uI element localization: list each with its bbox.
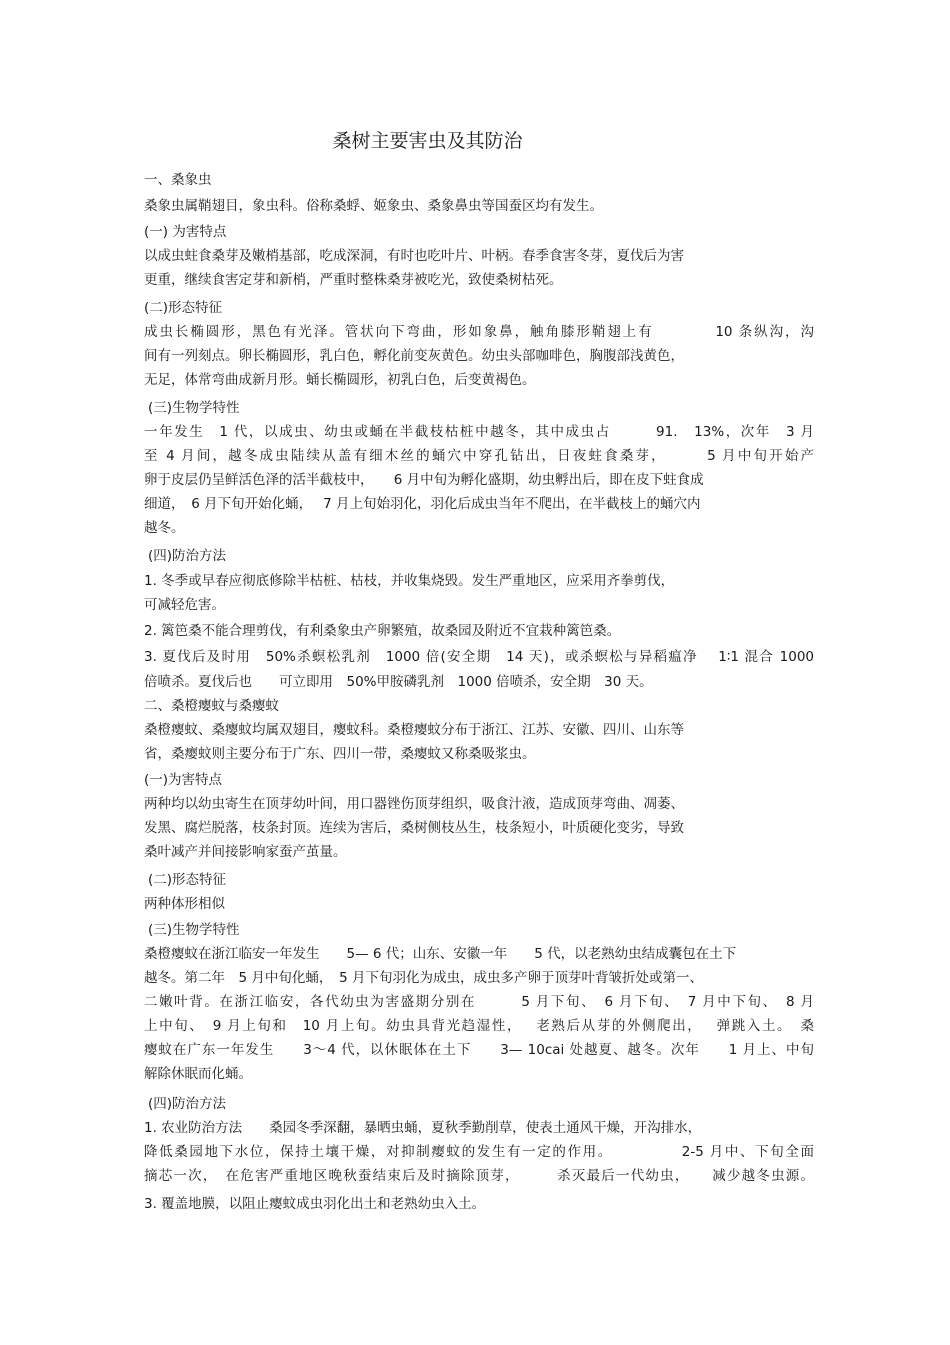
body-line: 3. 夏伐后及时用 50%杀螟松乳剂 1000 倍(安全期 14 天)，或杀螟松与异稻瘟净 1∶1 混合 1000 [144,649,814,665]
body-line: 上中旬、 9 月上旬和 10 月上旬。幼虫具背光趋湿性， 老熟后从芽的外侧爬出， 弹跳入土。 桑 [144,1018,814,1034]
body-line: 间有一列刻点。卵长椭圆形，乳白色，孵化前变灰黄色。幼虫头部咖啡色，胸腹部浅黄色， [144,348,684,364]
body-line: 解除休眠而化蛹。 [144,1066,252,1082]
document-title: 桑树主要害虫及其防治 [332,130,523,152]
body-line: 省，桑瘿蚊则主要分布于广东、四川一带，桑瘿蚊又称桑吸浆虫。 [144,746,536,762]
body-line: 降低桑园地下水位，保持土壤干燥，对抑制瘿蚊的发生有一定的作用。 2-5 月中、下旬全面 [144,1144,814,1160]
body-line: 细道， 6 月下旬开始化蛹， 7 月上旬始羽化，羽化后成虫当年不爬出，在半截枝上的蛹穴内 [144,496,701,512]
body-line: 二、桑橙瘿蚊与桑瘿蚊 [144,698,279,714]
body-line: 越冬。 [144,520,185,536]
body-line: (一) 为害特点 [144,224,227,240]
body-line: (四)防治方法 [148,1096,227,1112]
body-line: (三)生物学特性 [148,400,240,416]
body-line: 摘芯一次， 在危害严重地区晚秋蚕结束后及时摘除顶芽， 杀灭最后一代幼虫， 减少越冬虫源。 [144,1168,814,1184]
body-line: 一年发生 1 代，以成虫、幼虫或蛹在半截枝枯桩中越冬，其中成虫占 91. 13%，次年 3 月 [144,424,814,440]
body-line: 2. 篱笆桑不能合理剪伐，有利桑象虫产卵繁殖，故桑园及附近不宜栽种篱笆桑。 [144,623,621,639]
body-line: 更重，继续食害定芽和新梢，严重时整株桑芽被吃光，致使桑树枯死。 [144,272,563,288]
body-line: 1. 冬季或早春应彻底修除半枯桩、枯枝，并收集烧毁。发生严重地区，应采用齐拳剪伐， [144,573,675,589]
body-line: 倍喷杀。夏伐后也 可立即用 50%甲胺磷乳剂 1000 倍喷杀，安全期 30 天。 [144,674,653,690]
body-line: 桑橙瘿蚊、桑瘿蚊均属双翅目，瘿蚊科。桑橙瘿蚊分布于浙江、江苏、安徽、四川、山东等 [144,722,684,738]
body-line: 至 4 月间，越冬成虫陆续从盖有细木丝的蛹穴中穿孔钻出，日夜蛀食桑芽， 5 月中旬开始产 [144,448,814,464]
body-line: 一、桑象虫 [144,172,212,188]
body-line: 桑叶减产并间接影响家蚕产茧量。 [144,844,347,860]
body-line: (四)防治方法 [148,548,227,564]
body-line: (二)形态特征 [144,300,223,316]
body-line: 两种体形相似 [144,896,225,912]
body-line: 3. 覆盖地膜，以阻止瘿蚊成虫羽化出土和老熟幼虫入土。 [144,1196,486,1212]
body-line: 卵于皮层仍呈鲜活色泽的活半截枝中， 6 月中旬为孵化盛期，幼虫孵出后，即在皮下蛀食成 [144,472,704,488]
body-line: 桑橙瘿蚊在浙江临安一年发生 5— 6 代；山东、安徽一年 5 代，以老熟幼虫结成囊包在土下 [144,946,737,962]
body-line: 发黑、腐烂脱落，枝条封顶。连续为害后，桑树侧枝丛生，枝条短小，叶质硬化变劣，导致 [144,820,684,836]
body-line: 瘿蚊在广东一年发生 3～4 代，以休眠体在土下 3— 10cai 处越夏、越冬。次年 1 月上、中旬 [144,1042,814,1058]
body-line: 两种均以幼虫寄生在顶芽幼叶间，用口器锉伤顶芽组织，吸食汁液，造成顶芽弯曲、凋萎、 [144,796,684,812]
body-line: 成虫长椭圆形，黑色有光泽。管状向下弯曲，形如象鼻，触角膝形鞘翅上有 10 条纵沟，沟 [144,324,814,340]
body-line: 可减轻危害。 [144,597,225,613]
body-line: 二嫩叶背。在浙江临安，各代幼虫为害盛期分别在 5 月下旬、 6 月下旬、 7 月中下旬、 8 月 [144,994,814,1010]
body-line: (一)为害特点 [144,772,223,788]
body-line: 越冬。第二年 5 月中旬化蛹， 5 月下旬羽化为成虫，成虫多产卵于顶芽叶背皱折处或第一、 [144,970,704,986]
body-line: (三)生物学特性 [148,922,240,938]
body-line: 无足，体常弯曲成新月形。蛹长椭圆形，初乳白色，后变黄褐色。 [144,372,536,388]
body-line: 以成虫蛀食桑芽及嫩梢基部，吃成深洞，有时也吃叶片、叶柄。春季食害冬芽，夏伐后为害 [144,248,684,264]
body-line: 1. 农业防治方法 桑园冬季深翻，暴晒虫蛹，夏秋季勤削草，使表土通风干燥，开沟排水， [144,1120,702,1136]
body-line: (二)形态特征 [148,872,227,888]
body-line: 桑象虫属鞘翅目，象虫科。俗称桑蜉、姬象虫、桑象鼻虫等国蚕区均有发生。 [144,198,603,214]
